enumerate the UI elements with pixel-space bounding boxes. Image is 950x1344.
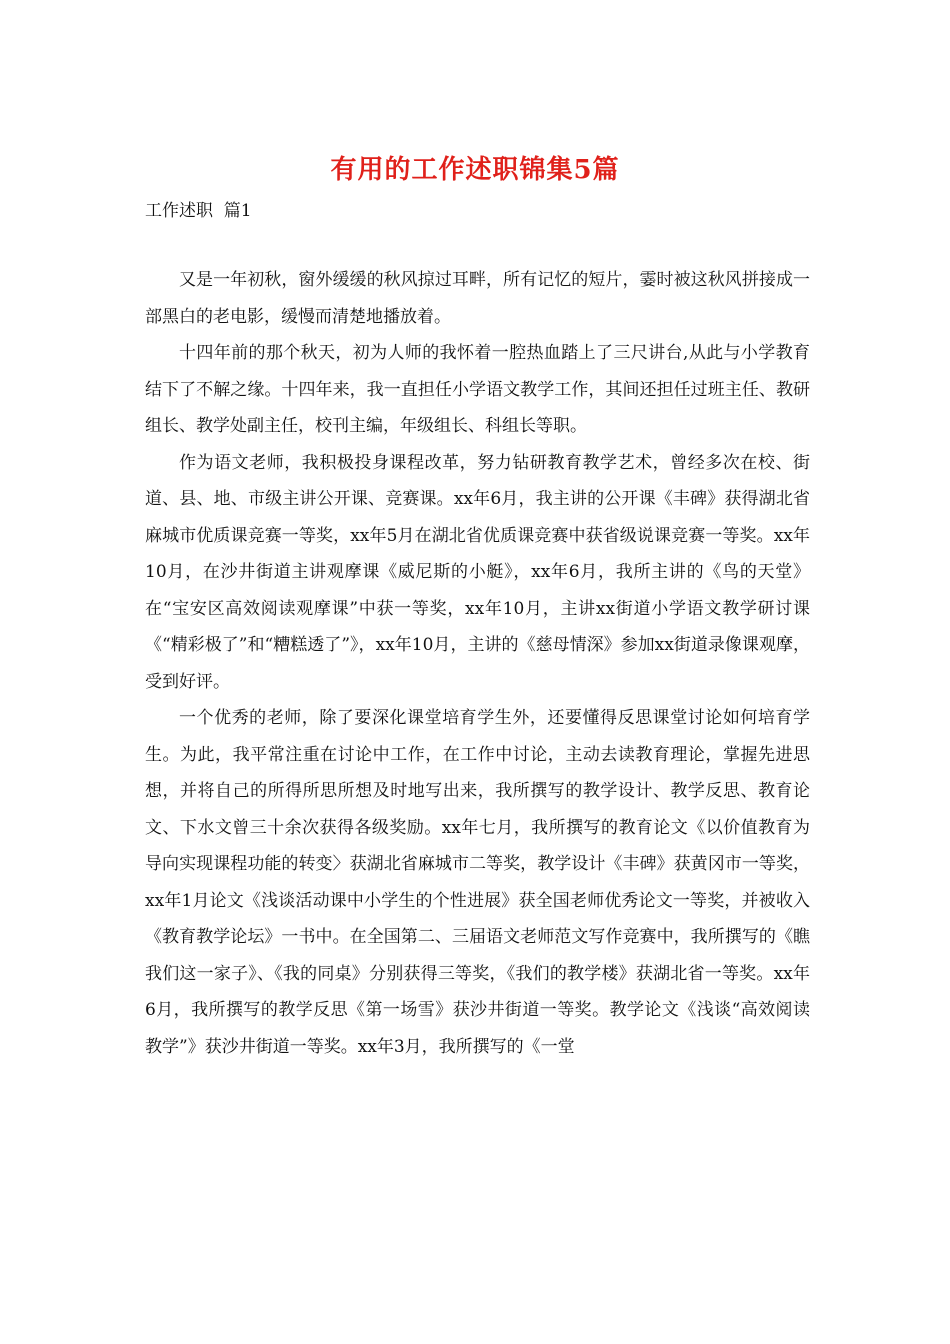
paragraph-4: 一个优秀的老师，除了要深化课堂培育学生外，还要懂得反思课堂讨论如何培育学生。为此，我平常注重在讨论中工作，在工作中讨论，主动去读教育理论，掌握先进思想，并将自己的所得所思所想及时地写出来，我所撰写的教学设计、教学反思、教育论文、下水文曾三十余次获得各级奖励。xx年七月，我所撰写的教育论文《以价值教育为导向实现课程功能的转变〉获湖北省麻城市二等奖，教学设计《丰碑》获黄冈市一等奖，xx年1月论文《浅谈活动课中小学生的个性进展》获全国老师优秀论文一等奖，并被收入《教育教学论坛》一书中。在全国第二、三届语文老师范文写作竞赛中，我所撰写的《瞧我们这一家子》、《我的同桌》分别获得三等奖，《我们的教学楼》获湖北省一等奖。xx年6月，我所撰写的教学反思《第一场雪》获沙井街道一等奖。教学论文《浅谈“高效阅读教学”》获沙井街道一等奖。xx年3月，我所撰写的《一堂 [145, 708, 810, 1057]
document-title: 有用的工作述职锦集5篇 [330, 155, 620, 185]
paragraph-2: 十四年前的那个秋天，初为人师的我怀着一腔热血踏上了三尺讲台,从此与小学教育结下了不解之缘。十四年来，我一直担任小学语文教学工作，其间还担任过班主任、教研组长、教学处副主任，校刊主编，年级组长、科组长等职。 [145, 343, 810, 436]
paragraph-1: 又是一年初秋，窗外缓缓的秋风掠过耳畔，所有记忆的短片，霎时被这秋风拼接成一部黑白的老电影，缓慢而清楚地播放着。 [145, 270, 810, 327]
section-heading: 工作述职 篇1 [145, 201, 252, 221]
paragraph-3: 作为语文老师，我积极投身课程改革，努力钻研教育教学艺术，曾经多次在校、街道、县、地、市级主讲公开课、竞赛课。xx年6月，我主讲的公开课《丰碑》获得湖北省麻城市优质课竞赛一等奖，xx年5月在湖北省优质课竞赛中获省级说课竞赛一等奖。xx年10月，在沙井街道主讲观摩课《威尼斯的小艇》，xx年6月，我所主讲的《鸟的天堂》在“宝安区高效阅读观摩课”中获一等奖，xx年10月，主讲xx街道小学语文教学研讨课《“精彩极了”和“糟糕透了”》，xx年10月，主讲的《慈母情深》参加xx街道录像课观摩，受到好评。 [145, 452, 810, 692]
document-body [145, 262, 810, 1065]
